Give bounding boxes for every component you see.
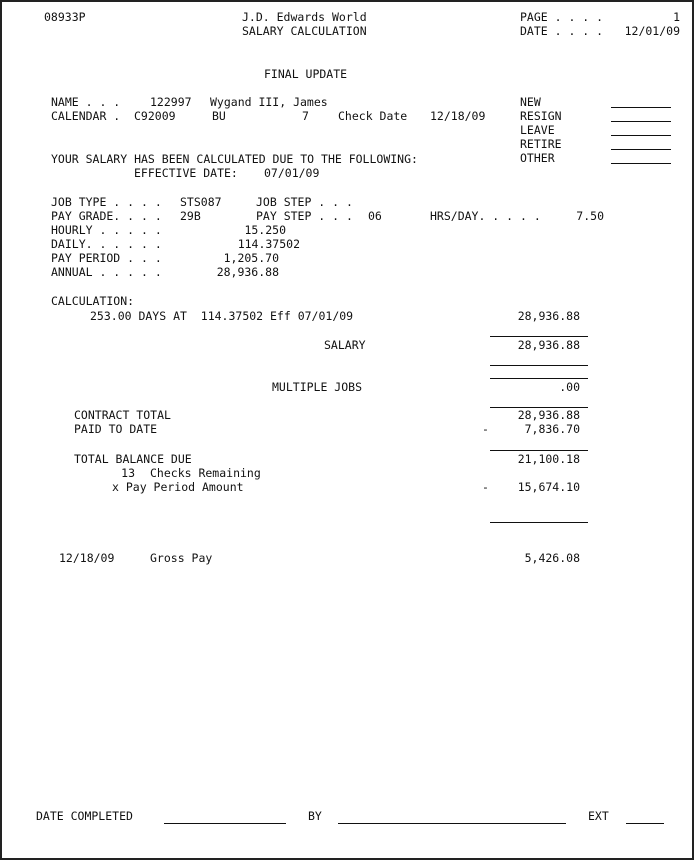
date-completed-label: DATE COMPLETED: [36, 809, 133, 823]
pay-period-value: 1,205.70: [223, 251, 279, 265]
status-retire: RETIRE: [520, 137, 562, 151]
daily-value: 114.37502: [237, 237, 300, 251]
employee-name: Wygand III, James: [210, 95, 328, 109]
checks-remaining-count: 13: [121, 466, 135, 480]
calculation-line: 253.00 DAYS AT 114.37502 Eff 07/01/09: [90, 309, 354, 323]
calculation-label: CALCULATION:: [51, 294, 135, 308]
check-date-label: Check Date: [338, 109, 408, 123]
ext-label: EXT: [588, 809, 609, 823]
status-leave: LEAVE: [520, 123, 555, 137]
company-name: J.D. Edwards World: [242, 10, 367, 24]
annual-value: 28,936.88: [216, 265, 279, 279]
calendar-value: C92009: [134, 109, 176, 123]
bu-label: BU: [212, 109, 226, 123]
multiple-jobs-amount: .00: [559, 380, 580, 394]
status-retire-line: [611, 149, 671, 150]
status-resign: RESIGN: [520, 109, 562, 123]
job-step-label: JOB STEP . . .: [256, 195, 353, 209]
bu-value: 7: [302, 109, 309, 123]
date-label: DATE . . . .: [520, 24, 604, 38]
effective-date-value: 07/01/09: [264, 166, 320, 180]
hourly-value: 15.250: [244, 223, 286, 237]
pay-grade-value: 29B: [180, 209, 201, 223]
status-other: OTHER: [520, 151, 555, 165]
final-rule: [490, 522, 588, 523]
hourly-label: HOURLY . . . . .: [51, 223, 162, 237]
status-leave-line: [611, 135, 671, 136]
total-balance-label: TOTAL BALANCE DUE: [74, 452, 192, 466]
balance-rule: [490, 450, 588, 451]
salary-amount: 28,936.88: [517, 338, 580, 352]
pay-step-value: 06: [368, 209, 382, 223]
salary-rule-bottom-2: [490, 378, 588, 379]
pay-step-label: PAY STEP . . .: [256, 209, 353, 223]
page-label: PAGE . . . .: [520, 10, 604, 24]
by-label: BY: [308, 809, 322, 823]
paid-to-date-amount: 7,836.70: [524, 422, 580, 436]
salary-rule-bottom-1: [490, 365, 588, 366]
pay-period-label: PAY PERIOD . . .: [51, 251, 162, 265]
daily-label: DAILY. . . . . .: [51, 237, 162, 251]
job-type-value: STS087: [180, 195, 222, 209]
section-title: FINAL UPDATE: [264, 67, 348, 81]
date-completed-line: [164, 823, 286, 824]
pay-grade-label: PAY GRADE. . . .: [51, 209, 162, 223]
multiple-jobs-label: MULTIPLE JOBS: [272, 380, 363, 394]
pay-period-amount-value: 15,674.10: [517, 480, 580, 494]
effective-date-label: EFFECTIVE DATE:: [134, 166, 238, 180]
calculation-line-amount: 28,936.88: [517, 309, 580, 323]
report-id: 08933P: [44, 10, 86, 24]
reason-message: YOUR SALARY HAS BEEN CALCULATED DUE TO THE FOLLOWING:: [51, 152, 418, 166]
calendar-label: CALENDAR .: [51, 109, 121, 123]
salary-rule-top: [490, 336, 588, 337]
date-value: 12/01/09: [624, 24, 680, 38]
pay-period-amount-sign: -: [482, 480, 489, 494]
status-resign-line: [611, 121, 671, 122]
name-label: NAME . . .: [51, 95, 121, 109]
ext-line: [626, 823, 664, 824]
report-title: SALARY CALCULATION: [242, 24, 367, 38]
gross-pay-amount: 5,426.08: [524, 551, 580, 565]
hrs-day-label: HRS/DAY. . . . .: [430, 209, 541, 223]
check-date-value: 12/18/09: [430, 109, 486, 123]
hrs-day-value: 7.50: [576, 209, 604, 223]
salary-label: SALARY: [324, 338, 366, 352]
paid-to-date-label: PAID TO DATE: [74, 422, 158, 436]
page-number: 1: [673, 10, 680, 24]
by-line: [338, 823, 566, 824]
status-new-line: [611, 107, 671, 108]
contract-total-amount: 28,936.88: [517, 408, 580, 422]
paid-to-date-sign: -: [482, 422, 489, 436]
status-other-line: [611, 163, 671, 164]
job-type-label: JOB TYPE . . . .: [51, 195, 162, 209]
status-new: NEW: [520, 95, 541, 109]
employee-number: 122997: [150, 95, 192, 109]
contract-total-label: CONTRACT TOTAL: [74, 408, 171, 422]
annual-label: ANNUAL . . . . .: [51, 265, 162, 279]
checks-remaining-label: Checks Remaining: [150, 466, 261, 480]
total-balance-amount: 21,100.18: [517, 452, 580, 466]
pay-period-amount-label: x Pay Period Amount: [112, 480, 244, 494]
gross-pay-date: 12/18/09: [59, 551, 115, 565]
gross-pay-label: Gross Pay: [150, 551, 213, 565]
